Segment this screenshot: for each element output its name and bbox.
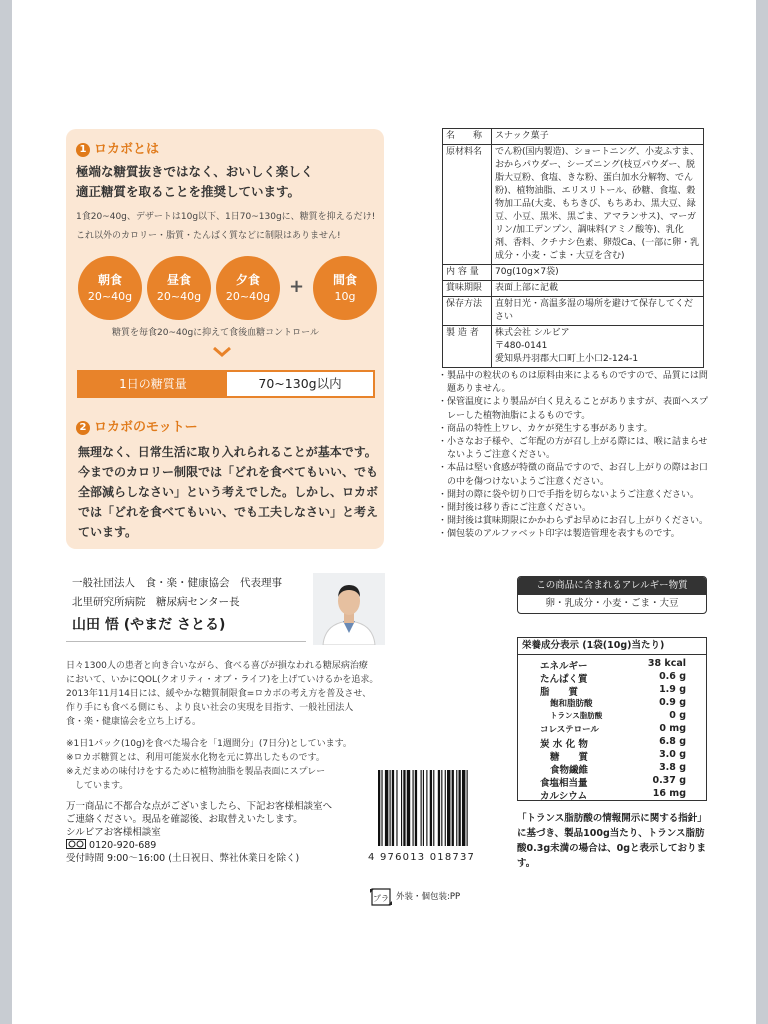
- free-dial-icon: [66, 839, 86, 849]
- lead-line: 適正糖質を取ることを推奨しています。: [76, 184, 301, 199]
- section2-heading: [76, 416, 198, 435]
- nutrient-label: 食物繊維: [550, 765, 589, 776]
- trans-fat-note: 「トランス脂肪酸の情報開示に関する指針」に基づき、製品100g当たり、トランス脂肪酸0.3g未満の場合は、0gと表示しております。: [517, 813, 707, 869]
- allergy-title: この商品に含まれるアレルギー物質: [518, 577, 706, 595]
- nutrition-title: 栄養成分表示 (1袋(10g)当たり): [518, 638, 706, 655]
- phone-line: [66, 839, 386, 852]
- table-row: [443, 326, 704, 368]
- note-line: ・本品は堅い食感が特徴の商品ですので、お召し上がりの際はお口の中を傷つけないようご注意ください。: [438, 463, 708, 487]
- meal-name: 夕食: [235, 273, 260, 287]
- meal-amount: 20~40g: [156, 290, 202, 303]
- chevron-down-icon: [213, 347, 231, 357]
- person-name: 山田 悟 (やまだ さとる): [72, 617, 226, 633]
- section1-small: [76, 210, 375, 244]
- meal-amount: 10g: [334, 290, 356, 303]
- pla-recycle-icon: [368, 886, 394, 908]
- note-line: ・商品の特性上ワレ、カケが発生する事があります。: [438, 423, 653, 434]
- nutrient-label: エネルギー: [540, 661, 588, 672]
- nutrient-value: 0 mg: [659, 723, 686, 734]
- meal-name: 昼食: [166, 273, 191, 287]
- table-row: [443, 265, 704, 281]
- spec-key: 内 容 量: [443, 265, 492, 281]
- spec-key: 保存方法: [443, 297, 492, 326]
- meal-amount: 20~40g: [225, 290, 271, 303]
- meal-snack: [313, 256, 377, 320]
- spec-value: でん粉(国内製造)、ショートニング、小麦ふすま、おからパウダー、シーズニング(枝豆パウダー、脱脂大豆粉、食塩、きな粉、蛋白加水分解物、でん粉)、植物油脂、エリスリトール、砂糖、食塩、穀物加工品(大麦、もちきび、もちあわ、黒大豆、緑豆、小豆、黒米、黒ごま、アマランサス)、マーガリン/加工デンプン、調味料(アミノ酸等)、乳化剤、香料、クチナシ色素、卵殻Ca、(一部に卵・乳成分・小麦・ごま・大豆を含む): [492, 145, 704, 265]
- contact-line: 万一商品に不都合な点がございましたら、下記お客様相談室へ: [66, 801, 333, 812]
- table-row: [518, 671, 706, 683]
- divider: [66, 641, 306, 642]
- table-row: [443, 297, 704, 326]
- recycle-label: 外装・個包装:PP: [396, 892, 461, 902]
- nutrient-label: 糖 質: [550, 752, 589, 763]
- nutrient-value: 0.9 g: [659, 697, 686, 708]
- meal-name: 朝食: [97, 273, 122, 287]
- recycle-mark-text: プラ: [373, 894, 389, 903]
- note-line: ・保管温度により製品が白く見えることがありますが、表面へスプレーした植物油脂によるものです。: [438, 397, 709, 421]
- allergy-box: [517, 576, 707, 614]
- nutrient-label: 炭 水 化 物: [540, 739, 588, 750]
- table-row: [518, 684, 706, 696]
- bio-line: 日々1300人の患者と向き合いながら、食べる喜びが損なわれる糖尿病治療: [66, 661, 368, 671]
- plus-sign: +: [289, 276, 305, 297]
- table-row: [443, 129, 704, 145]
- section2-number: 2: [76, 421, 90, 435]
- person-title1: 一般社団法人 食・楽・健康協会 代表理事: [72, 577, 282, 589]
- spec-value: 直射日光・高温多湿の場所を避けて保存してください: [492, 297, 704, 326]
- spec-key: 原材料名: [443, 145, 492, 265]
- meal-name: 間食: [332, 273, 357, 287]
- bio-line: 食・楽・健康協会を立ち上げる。: [66, 717, 202, 727]
- nutrient-label: 食塩相当量: [540, 778, 588, 789]
- spec-key: 製 造 者: [443, 326, 492, 368]
- note-line: ・小さなお子様や、ご年配の方が召し上がる際には、喉に詰まらせないようご注意ください。: [438, 437, 708, 461]
- table-row: [518, 749, 706, 761]
- table-row: [443, 281, 704, 297]
- barcode: [376, 770, 496, 848]
- doctor-photo: [313, 573, 385, 645]
- nutrition-table: [517, 637, 707, 801]
- person-bio: [66, 659, 386, 729]
- section1-heading: [76, 138, 159, 157]
- footnote-line: しています。: [66, 781, 129, 791]
- section1-number: 1: [76, 143, 90, 157]
- footnote-line: ※1日1パック(10g)を食べた場合を「1週間分」(7日分)としています。: [66, 739, 352, 749]
- customer-contact: [66, 800, 386, 865]
- section2-body: 無理なく、日常生活に取り入れられることが基本です。今までのカロリー制限では「どれを食べてもいい、でも全部減らしなさい」という考えでした。しかし、ロカボでは「どれを食べてもいい、でも工夫しなさい」と考えています。: [78, 445, 379, 539]
- section2-title: ロカボのモットー: [94, 420, 198, 435]
- nutrient-value: 0.6 g: [659, 671, 686, 682]
- nutrient-value: 3.8 g: [659, 762, 686, 773]
- nutrient-label: トランス脂肪酸: [550, 711, 603, 720]
- meal-dinner: [216, 256, 280, 320]
- small-line: これ以外のカロリー・脂質・たんぱく質などに制限はありません!: [76, 231, 341, 241]
- nutrient-value: 0.37 g: [652, 775, 686, 786]
- small-line: 1食20~40g、デザートは10g以下、1日70~130gに、糖質を抑えるだけ!: [76, 212, 376, 222]
- nutrient-value: 3.0 g: [659, 749, 686, 760]
- spec-value: スナック菓子: [492, 129, 704, 145]
- note-line: ・開封後は移り香にご注意ください。: [438, 503, 592, 514]
- allergy-items: 卵・乳成分・小麦・ごま・大豆: [545, 598, 679, 609]
- contact-line: ご連絡ください。現品を確認後、お取替えいたします。: [66, 814, 303, 825]
- contact-hours: 受付時間 9:00～16:00 (土日祝日、弊社休業日を除く): [66, 853, 300, 864]
- footnote-line: ※えだまめの味付けをするために植物油脂を製品表面にスプレー: [66, 767, 326, 777]
- nutrient-value: 0 g: [669, 710, 686, 721]
- footnote-line: ※ロカボ糖質とは、利用可能炭水化物を元に算出したものです。: [66, 753, 325, 763]
- bio-line: において、いかにQOL(クオリティ・オブ・ライフ)を上げていけるかを追求。: [66, 675, 379, 685]
- table-row: [518, 762, 706, 774]
- person-title2: 北里研究所病院 糖尿病センター長: [72, 596, 240, 608]
- daily-carb-bar: [77, 370, 375, 398]
- footnotes: [66, 737, 386, 793]
- nutrient-value: 38 kcal: [647, 658, 686, 669]
- table-row: [518, 723, 706, 735]
- nutrient-value: 6.8 g: [659, 736, 686, 747]
- note-line: ・個包装のアルファベット印字は製造管理を表すものです。: [438, 529, 680, 540]
- barcode-number: 4 976013 018737: [368, 852, 476, 863]
- lead-line: 極端な糖質抜きではなく、おいしく楽しく: [76, 164, 314, 179]
- note-line: ・製品中の粒状のものは原料由来によるものですので、品質には問題ありません。: [438, 371, 708, 395]
- table-row: [443, 145, 704, 265]
- section1-lead: [76, 162, 313, 202]
- bio-line: 2013年11月14日には、緩やかな糖質制限食=ロカボの考え方を普及させ、: [66, 689, 372, 699]
- spec-value: 表面上部に記載: [492, 281, 704, 297]
- table-row: [518, 736, 706, 748]
- daily-label: 1日の糖質量: [79, 372, 227, 396]
- bio-line: 作り手にも食べる側にも、より良い社会の実現を目指す、一般社団法人: [66, 703, 354, 713]
- nutrient-label: たんぱく質: [540, 674, 588, 685]
- nutrient-label: 飽和脂肪酸: [550, 699, 593, 709]
- control-text: 糖質を毎食20~40gに抑えて食後血糖コントロール: [112, 328, 319, 338]
- spec-value: 株式会社 シルビア 〒480-0141 愛知県丹羽郡大口町上小口2-124-1: [492, 326, 704, 368]
- caution-notes: [438, 370, 710, 542]
- product-spec-table: [442, 128, 704, 368]
- table-row: [518, 788, 706, 800]
- nutrient-label: コレステロール: [540, 725, 599, 735]
- phone-number: 0120-920-689: [89, 840, 157, 851]
- table-row: [518, 658, 706, 670]
- contact-line: シルビアお客様相談室: [66, 827, 161, 838]
- meal-breakfast: [78, 256, 142, 320]
- nutrient-value: 16 mg: [652, 788, 686, 799]
- note-line: ・開封後は賞味期限にかかわらずお早めにお召し上がりください。: [438, 516, 709, 527]
- spec-value: 70g(10g×7袋): [492, 265, 704, 281]
- note-line: ・開封の際に袋や切り口で手指を切らないようご注意ください。: [438, 489, 700, 500]
- meal-amount: 20~40g: [87, 290, 133, 303]
- nutrient-value: 1.9 g: [659, 684, 686, 695]
- table-row: [518, 710, 706, 722]
- meal-lunch: [147, 256, 211, 320]
- daily-value: 70~130g以内: [258, 376, 342, 391]
- table-row: [518, 697, 706, 709]
- spec-key: 賞味期限: [443, 281, 492, 297]
- nutrient-label: 脂 質: [540, 687, 579, 698]
- section1-title: ロカボとは: [94, 142, 160, 157]
- nutrient-label: カルシウム: [540, 791, 588, 802]
- table-row: [518, 775, 706, 787]
- spec-key: 名 称: [443, 129, 492, 145]
